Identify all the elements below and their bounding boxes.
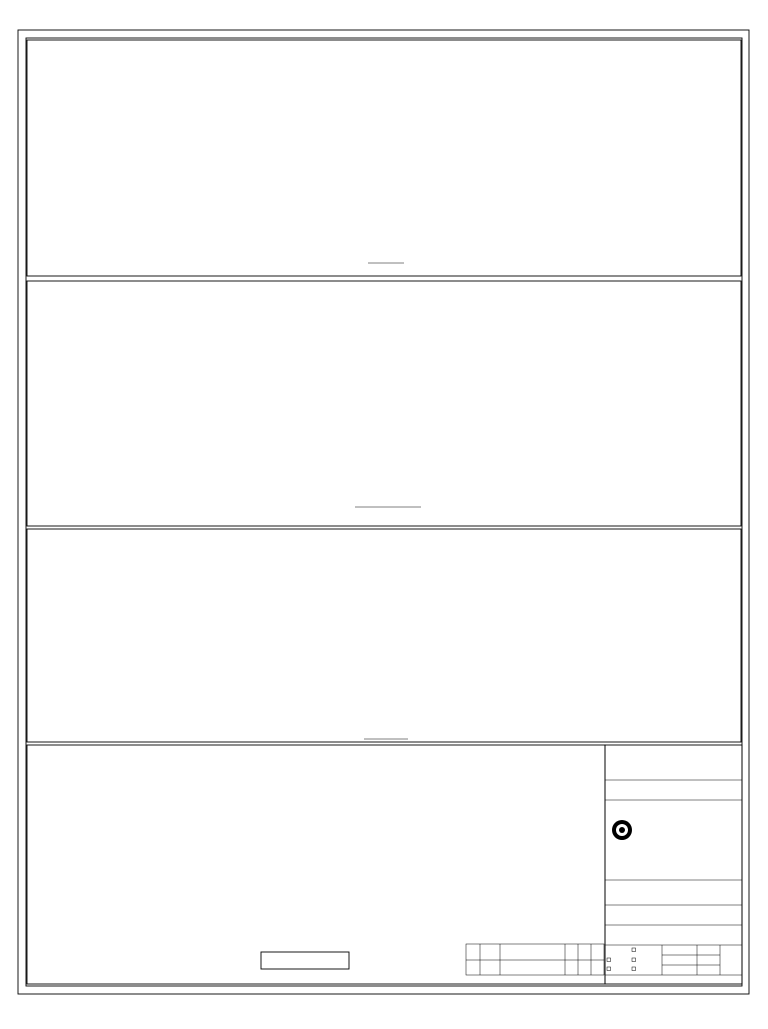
top-view-panel: [27, 40, 741, 276]
title-block: [605, 745, 742, 984]
outer-border: [18, 30, 749, 994]
details-panel: [27, 745, 605, 984]
general-notes: [430, 765, 600, 767]
powertech-logo-icon: [612, 820, 632, 840]
inner-border: [26, 38, 742, 986]
bottom-view-panel: [27, 529, 741, 742]
quantity-box: [261, 952, 349, 969]
revision-table: [466, 944, 604, 975]
front-view-panel: [27, 281, 741, 526]
